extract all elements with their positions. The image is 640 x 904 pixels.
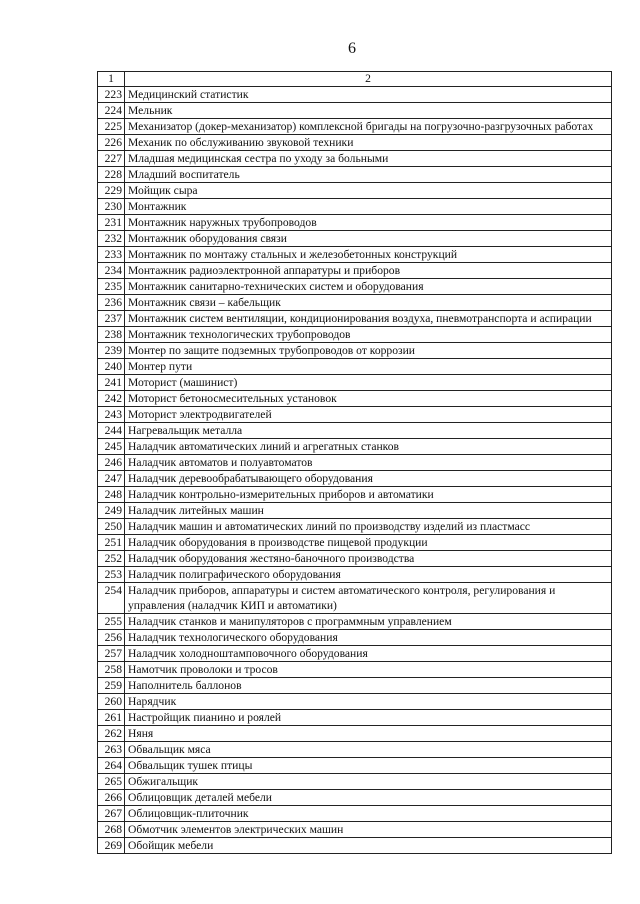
profession-name: Механизатор (докер-механизатор) комплексной бригады на погрузочно-разгрузочных работах [125, 119, 612, 135]
row-number: 257 [98, 646, 125, 662]
table-row [98, 183, 612, 199]
column-header-profession: 2 [125, 72, 612, 87]
profession-name: Наладчик приборов, аппаратуры и систем автоматического контроля, регулирования и управления (наладчик КИП и автоматики) [125, 583, 612, 614]
table-row [98, 455, 612, 471]
profession-name: Обжигальщик [125, 774, 612, 790]
row-number: 228 [98, 167, 125, 183]
table-row [98, 327, 612, 343]
profession-name: Наладчик станков и манипуляторов с программным управлением [125, 614, 612, 630]
table-row [98, 103, 612, 119]
table-row [98, 343, 612, 359]
profession-name: Монтажник связи – кабельщик [125, 295, 612, 311]
table-row [98, 503, 612, 519]
row-number: 250 [98, 519, 125, 535]
table-row [98, 614, 612, 630]
table-row [98, 151, 612, 167]
row-number: 242 [98, 391, 125, 407]
table-row [98, 135, 612, 151]
table-row [98, 662, 612, 678]
profession-name: Монтажник по монтажу стальных и железобетонных конструкций [125, 247, 612, 263]
table-row [98, 471, 612, 487]
profession-name: Монтажник оборудования связи [125, 231, 612, 247]
table-row [98, 567, 612, 583]
row-number: 244 [98, 423, 125, 439]
table-row [98, 646, 612, 662]
profession-name: Младшая медицинская сестра по уходу за больными [125, 151, 612, 167]
row-number: 253 [98, 567, 125, 583]
profession-name: Настройщик пианино и роялей [125, 710, 612, 726]
row-number: 265 [98, 774, 125, 790]
profession-name: Моторист (машинист) [125, 375, 612, 391]
table-header-row [98, 72, 612, 87]
table-row [98, 758, 612, 774]
profession-name: Младший воспитатель [125, 167, 612, 183]
profession-name: Наполнитель баллонов [125, 678, 612, 694]
row-number: 261 [98, 710, 125, 726]
profession-name: Нагревальщик металла [125, 423, 612, 439]
row-number: 256 [98, 630, 125, 646]
profession-name: Наладчик полиграфического оборудования [125, 567, 612, 583]
profession-name: Обмотчик элементов электрических машин [125, 822, 612, 838]
row-number: 263 [98, 742, 125, 758]
profession-name: Монтажник санитарно-технических систем и оборудования [125, 279, 612, 295]
row-number: 224 [98, 103, 125, 119]
row-number: 251 [98, 535, 125, 551]
row-number: 262 [98, 726, 125, 742]
row-number: 241 [98, 375, 125, 391]
table-row [98, 487, 612, 503]
table-row [98, 790, 612, 806]
table-row [98, 279, 612, 295]
row-number: 267 [98, 806, 125, 822]
professions-table [97, 71, 612, 854]
row-number: 231 [98, 215, 125, 231]
table-row [98, 678, 612, 694]
table-row [98, 391, 612, 407]
profession-name: Монтажник [125, 199, 612, 215]
row-number: 246 [98, 455, 125, 471]
row-number: 238 [98, 327, 125, 343]
row-number: 227 [98, 151, 125, 167]
table-row [98, 726, 612, 742]
profession-name: Монтажник радиоэлектронной аппаратуры и приборов [125, 263, 612, 279]
row-number: 259 [98, 678, 125, 694]
row-number: 245 [98, 439, 125, 455]
profession-name: Облицовщик деталей мебели [125, 790, 612, 806]
table-row [98, 694, 612, 710]
profession-name: Монтажник наружных трубопроводов [125, 215, 612, 231]
row-number: 243 [98, 407, 125, 423]
row-number: 233 [98, 247, 125, 263]
profession-name: Монтажник систем вентиляции, кондиционирования воздуха, пневмотранспорта и аспирации [125, 311, 612, 327]
table-body [98, 87, 612, 854]
profession-name: Монтер по защите подземных трубопроводов от коррозии [125, 343, 612, 359]
page-number: 6 [348, 40, 356, 57]
profession-name: Моторист электродвигателей [125, 407, 612, 423]
table-row [98, 630, 612, 646]
table-row [98, 583, 612, 614]
row-number: 234 [98, 263, 125, 279]
row-number: 266 [98, 790, 125, 806]
profession-name: Наладчик технологического оборудования [125, 630, 612, 646]
row-number: 229 [98, 183, 125, 199]
row-number: 226 [98, 135, 125, 151]
table-row [98, 806, 612, 822]
profession-name: Наладчик деревообрабатывающего оборудования [125, 471, 612, 487]
table-row [98, 375, 612, 391]
row-number: 236 [98, 295, 125, 311]
row-number: 258 [98, 662, 125, 678]
profession-name: Моторист бетоносмесительных установок [125, 391, 612, 407]
table-row [98, 551, 612, 567]
profession-name: Медицинский статистик [125, 87, 612, 103]
row-number: 230 [98, 199, 125, 215]
profession-name: Обвальщик мяса [125, 742, 612, 758]
profession-name: Наладчик автоматических линий и агрегатных станков [125, 439, 612, 455]
profession-name: Наладчик оборудования жестяно-баночного производства [125, 551, 612, 567]
profession-name: Наладчик автоматов и полуавтоматов [125, 455, 612, 471]
table-row [98, 231, 612, 247]
row-number: 232 [98, 231, 125, 247]
profession-name: Нарядчик [125, 694, 612, 710]
row-number: 235 [98, 279, 125, 295]
table-row [98, 535, 612, 551]
row-number: 223 [98, 87, 125, 103]
profession-name: Обвальщик тушек птицы [125, 758, 612, 774]
profession-name: Монтажник технологических трубопроводов [125, 327, 612, 343]
table-row [98, 838, 612, 854]
table-row [98, 247, 612, 263]
table-row [98, 87, 612, 103]
profession-name: Наладчик холодноштамповочного оборудования [125, 646, 612, 662]
profession-name: Намотчик проволоки и тросов [125, 662, 612, 678]
table-row [98, 774, 612, 790]
table-row [98, 119, 612, 135]
table-row [98, 359, 612, 375]
row-number: 248 [98, 487, 125, 503]
row-number: 269 [98, 838, 125, 854]
table-row [98, 215, 612, 231]
row-number: 264 [98, 758, 125, 774]
row-number: 254 [98, 583, 125, 614]
table-row [98, 822, 612, 838]
profession-name: Мельник [125, 103, 612, 119]
profession-name: Наладчик оборудования в производстве пищевой продукции [125, 535, 612, 551]
table-row [98, 199, 612, 215]
row-number: 260 [98, 694, 125, 710]
profession-name: Няня [125, 726, 612, 742]
profession-name: Монтер пути [125, 359, 612, 375]
row-number: 237 [98, 311, 125, 327]
row-number: 225 [98, 119, 125, 135]
table-row [98, 167, 612, 183]
row-number: 252 [98, 551, 125, 567]
profession-name: Обойщик мебели [125, 838, 612, 854]
row-number: 255 [98, 614, 125, 630]
table-row [98, 519, 612, 535]
profession-name: Облицовщик-плиточник [125, 806, 612, 822]
profession-name: Наладчик машин и автоматических линий по производству изделий из пластмасс [125, 519, 612, 535]
profession-name: Наладчик литейных машин [125, 503, 612, 519]
table-row [98, 311, 612, 327]
table-row [98, 295, 612, 311]
column-header-number: 1 [98, 72, 125, 87]
table-row [98, 710, 612, 726]
profession-name: Механик по обслуживанию звуковой техники [125, 135, 612, 151]
table-row [98, 423, 612, 439]
row-number: 268 [98, 822, 125, 838]
row-number: 240 [98, 359, 125, 375]
table-row [98, 407, 612, 423]
table-row [98, 263, 612, 279]
profession-name: Наладчик контрольно-измерительных приборов и автоматики [125, 487, 612, 503]
profession-name: Мойщик сыра [125, 183, 612, 199]
row-number: 247 [98, 471, 125, 487]
row-number: 239 [98, 343, 125, 359]
table-row [98, 439, 612, 455]
row-number: 249 [98, 503, 125, 519]
table-row [98, 742, 612, 758]
